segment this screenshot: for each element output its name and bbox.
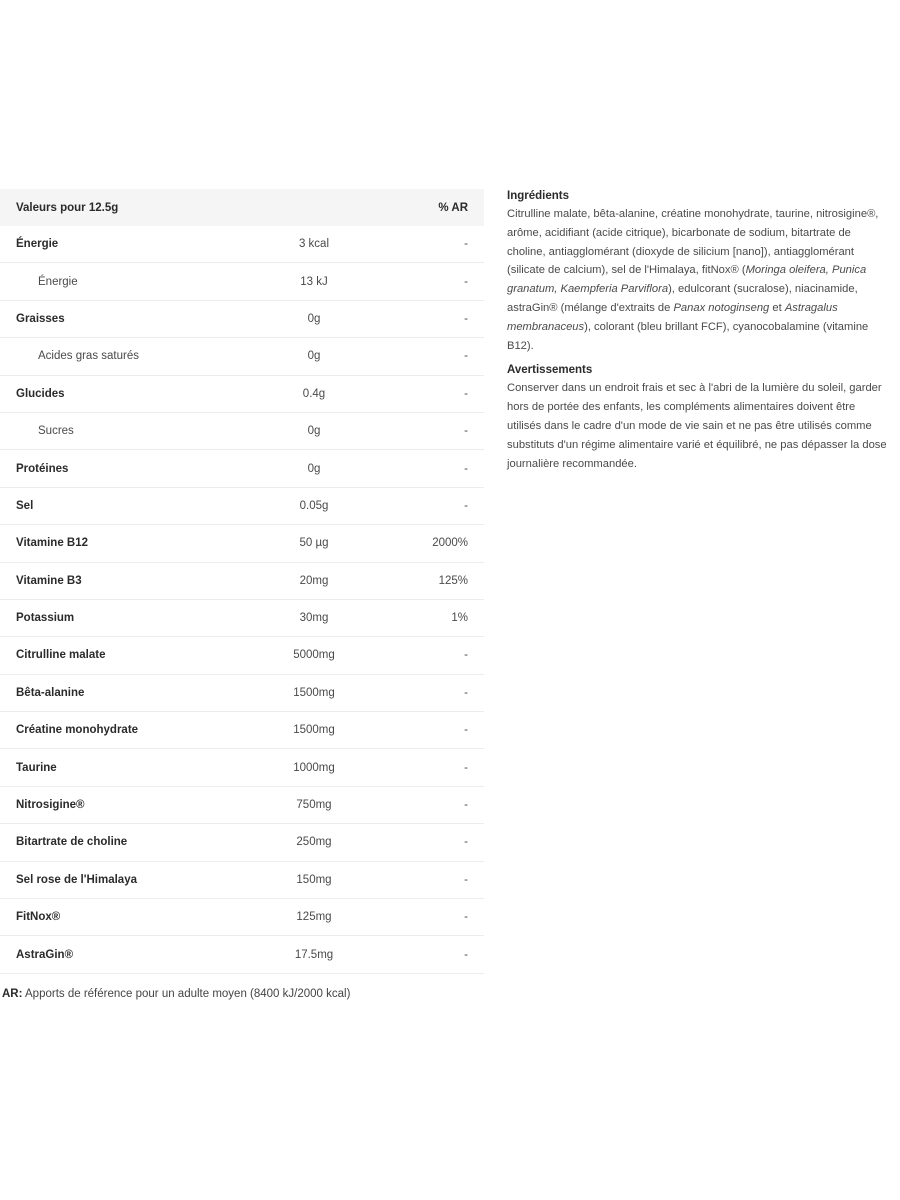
- nutrient-name: Énergie: [0, 226, 214, 263]
- nutrient-name: Sel rose de l'Himalaya: [0, 861, 214, 898]
- nutrient-quantity: 0g: [214, 412, 414, 449]
- table-row: [0, 861, 484, 898]
- table-row: [0, 674, 484, 711]
- nutrient-name: Vitamine B3: [0, 562, 214, 599]
- table-row: [0, 525, 484, 562]
- nutrient-name: Sel: [0, 487, 214, 524]
- table-header-row: [0, 189, 484, 226]
- nutrient-reference-intake: -: [414, 936, 484, 973]
- nutrient-quantity: 17.5mg: [214, 936, 414, 973]
- header-quantity: [214, 189, 414, 226]
- nutrient-reference-intake: -: [414, 300, 484, 337]
- nutrient-name: Potassium: [0, 599, 214, 636]
- nutrient-reference-intake: 1%: [414, 599, 484, 636]
- nutrient-quantity: 1500mg: [214, 674, 414, 711]
- nutrient-reference-intake: -: [414, 375, 484, 412]
- nutrient-quantity: 0.05g: [214, 487, 414, 524]
- nutrient-reference-intake: 2000%: [414, 525, 484, 562]
- nutrient-quantity: 750mg: [214, 786, 414, 823]
- nutrient-quantity: 0g: [214, 450, 414, 487]
- nutrient-quantity: 0.4g: [214, 375, 414, 412]
- header-serving: Valeurs pour 12.5g: [0, 189, 214, 226]
- table-row: [0, 300, 484, 337]
- nutrition-table-container: [0, 189, 484, 974]
- nutrient-quantity: 5000mg: [214, 637, 414, 674]
- nutrient-reference-intake: -: [414, 450, 484, 487]
- table-row: [0, 936, 484, 973]
- ingredient-latin-name: Astragalus membranaceus: [507, 301, 838, 333]
- nutrient-quantity: 250mg: [214, 824, 414, 861]
- nutrient-quantity: 3 kcal: [214, 226, 414, 263]
- nutrient-quantity: 1000mg: [214, 749, 414, 786]
- nutrient-reference-intake: -: [414, 899, 484, 936]
- table-row: [0, 786, 484, 823]
- nutrient-name: FitNox®: [0, 899, 214, 936]
- nutrient-quantity: 30mg: [214, 599, 414, 636]
- nutrient-reference-intake: -: [414, 226, 484, 263]
- nutrient-reference-intake: -: [414, 824, 484, 861]
- nutrient-name: Sucres: [0, 412, 214, 449]
- nutrient-reference-intake: -: [414, 338, 484, 375]
- nutrient-quantity: 1500mg: [214, 712, 414, 749]
- ingredient-text-segment: ), colorant (bleu brillant FCF), cyanocobalamine (vitamine B12).: [507, 320, 869, 352]
- table-row: [0, 712, 484, 749]
- table-row: [0, 412, 484, 449]
- nutrient-reference-intake: -: [414, 637, 484, 674]
- warnings-title: Avertissements: [507, 364, 593, 377]
- nutrient-name: Protéines: [0, 450, 214, 487]
- nutrient-name: Bêta-alanine: [0, 674, 214, 711]
- table-row: [0, 562, 484, 599]
- table-row: [0, 749, 484, 786]
- nutrient-reference-intake: -: [414, 712, 484, 749]
- nutrient-quantity: 20mg: [214, 562, 414, 599]
- nutrient-name: Graisses: [0, 300, 214, 337]
- nutrient-quantity: 0g: [214, 338, 414, 375]
- nutrition-table: [0, 189, 484, 974]
- nutrition-table-body: [0, 226, 484, 973]
- nutrient-reference-intake: -: [414, 263, 484, 300]
- nutrient-name: Nitrosigine®: [0, 786, 214, 823]
- nutrient-reference-intake: 125%: [414, 562, 484, 599]
- table-row: [0, 599, 484, 636]
- warnings-text: Conserver dans un endroit frais et sec à l'abri de la lumière du soleil, garder hors de portée des enfants, les compléments alimentaires doivent être utilisés dans le cadre d'un mode de vie sain et ne pas être utilisés comme substituts d'un régime alimentaire varié et équilibré, ne pas dépasser la dose journalière recommandée.: [507, 382, 887, 470]
- table-row: [0, 824, 484, 861]
- nutrient-quantity: 0g: [214, 300, 414, 337]
- product-info: [507, 187, 891, 479]
- table-row: [0, 637, 484, 674]
- ingredient-latin-name: Moringa oleifera, Punica granatum, Kaempferia Parviflora: [507, 264, 867, 296]
- ingredient-text-segment: Citrulline malate, bêta-alanine, créatine monohydrate, taurine, nitrosigine®, arôme, acidifiant (acide citrique), bicarbonate de sodium, bitartrate de choline, antiagglomérant (dioxyde de silicium [nano]), antiagglomérant (silicate de calcium), sel de l'Himalaya, fitNox® (: [507, 208, 879, 277]
- nutrient-name: Glucides: [0, 375, 214, 412]
- nutrient-name: Acides gras saturés: [0, 338, 214, 375]
- nutrient-quantity: 125mg: [214, 899, 414, 936]
- nutrient-reference-intake: -: [414, 412, 484, 449]
- nutrient-reference-intake: -: [414, 861, 484, 898]
- table-row: [0, 375, 484, 412]
- table-row: [0, 226, 484, 263]
- reference-intake-footnote: [2, 988, 350, 1000]
- ingredients-text: [507, 205, 891, 355]
- footnote-text: Apports de référence pour un adulte moyen (8400 kJ/2000 kcal): [22, 988, 351, 1000]
- nutrient-quantity: 50 µg: [214, 525, 414, 562]
- table-row: [0, 263, 484, 300]
- nutrient-name: Créatine monohydrate: [0, 712, 214, 749]
- nutrient-reference-intake: -: [414, 487, 484, 524]
- ingredient-text-segment: et: [769, 301, 785, 314]
- table-row: [0, 487, 484, 524]
- nutrient-reference-intake: -: [414, 749, 484, 786]
- nutrient-name: Citrulline malate: [0, 637, 214, 674]
- header-reference-intake: % AR: [414, 189, 484, 226]
- nutrient-name: Taurine: [0, 749, 214, 786]
- nutrient-quantity: 150mg: [214, 861, 414, 898]
- ingredient-latin-name: Panax notoginseng: [673, 301, 770, 314]
- nutrient-name: Énergie: [0, 263, 214, 300]
- ingredient-text-segment: ), edulcorant (sucralose), niacinamide, astraGin® (mélange d'extraits de: [507, 283, 858, 314]
- nutrient-quantity: 13 kJ: [214, 263, 414, 300]
- footnote-label: AR:: [2, 988, 23, 1000]
- table-row: [0, 338, 484, 375]
- nutrient-reference-intake: -: [414, 786, 484, 823]
- nutrient-name: AstraGin®: [0, 936, 214, 973]
- ingredients-title: Ingrédients: [507, 190, 569, 202]
- nutrient-name: Bitartrate de choline: [0, 824, 214, 861]
- table-row: [0, 450, 484, 487]
- nutrient-reference-intake: -: [414, 674, 484, 711]
- nutrient-name: Vitamine B12: [0, 525, 214, 562]
- table-row: [0, 899, 484, 936]
